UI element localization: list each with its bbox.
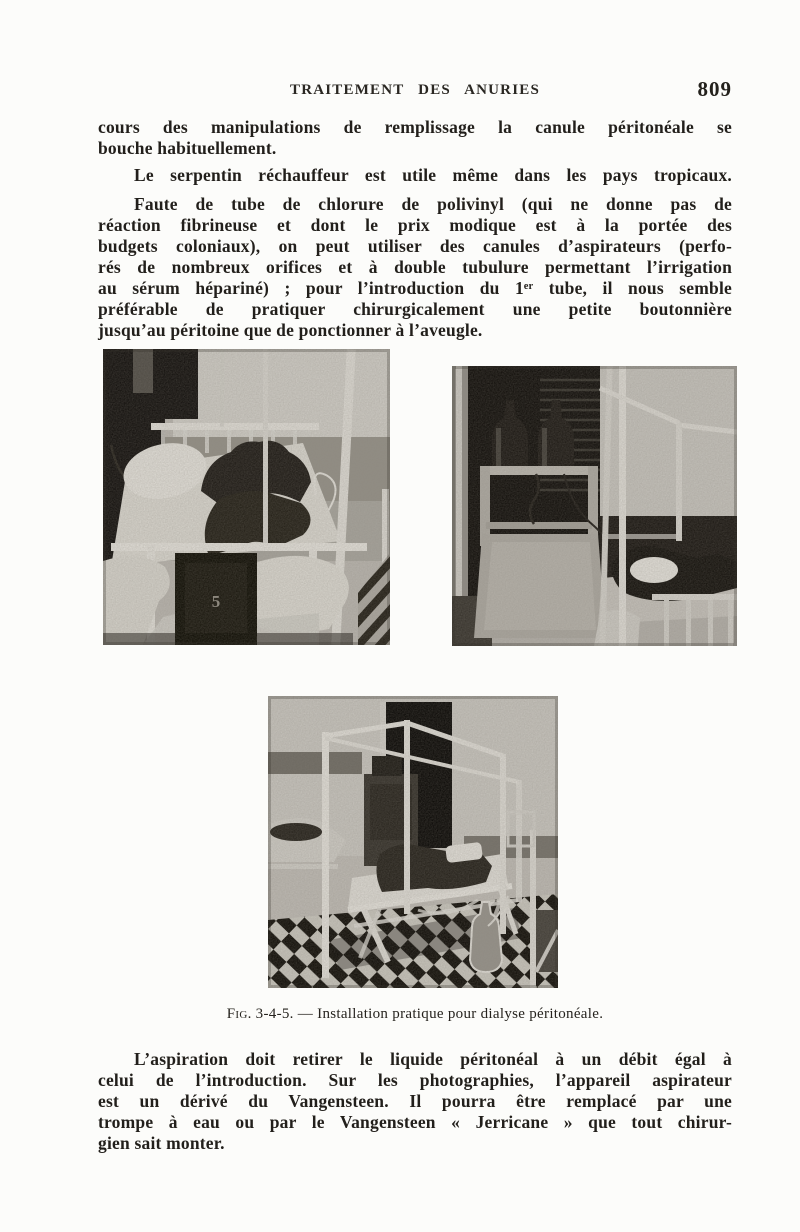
text-line: jusqu’au péritoine que de ponctionner à l’aveugle. [98,320,483,340]
photo-grain [268,696,558,988]
text-line: L’aspiration doit retirer le liquide péritonéal à un débit égal à [134,1049,732,1069]
text-line: Le serpentin réchauffeur est utile même dans les pays tropicaux. [134,165,732,185]
bed-number: 5 [211,592,221,611]
figure-photo-dialysis-bed [268,696,558,988]
figure-photo-patient-bed [103,349,390,645]
text-line: au sérum hépariné) ; pour l’introduction du 1ᵉʳ tube, il nous semble [98,278,732,298]
text-line: rés de nombreux orifices et à double tubulure permettant l’irrigation [98,257,732,277]
figure-photo-aspirator [452,366,737,646]
paragraph-faute-de-tube [98,194,732,341]
text-line: budgets coloniaux), on peut utiliser des canules d’aspirateurs (perfo- [98,236,732,256]
text-line: bouche habituellement. [98,138,277,158]
photo-grain [452,366,737,646]
figure-caption-label: Fig. 3-4-5. [226,1006,294,1022]
text-line: celui de l’introduction. Sur les photographies, l’appareil aspirateur [98,1070,732,1090]
page-number: 809 [697,77,732,101]
paragraph-serpentin [98,165,732,186]
running-head-title: TRAITEMENT DES ANURIES [289,82,540,98]
text-line: est un dérivé du Vangensteen. Il pourra être remplacé par une [98,1091,732,1111]
text-line: réaction fibrineuse et dont le prix modique est à la portée des [98,215,732,235]
text-line: préférable de pratiquer chirurgicalement une petite boutonnière [98,299,732,319]
text-line: Faute de tube de chlorure de polivinyl (qui ne donne pas de [134,194,732,214]
text-line: gien sait monter. [98,1133,225,1153]
paragraph-aspiration [98,1049,732,1154]
text-line: cours des manipulations de remplissage la canule péritonéale se [98,117,732,137]
text-line: trompe à eau ou par le Vangensteen « Jerricane » que tout chirur- [98,1112,732,1132]
paragraph-continuation [98,117,732,159]
running-head [98,77,732,106]
figure-caption [98,1006,732,1023]
figure-caption-text: — Installation pratique pour dialyse péritonéale. [297,1006,604,1022]
photo-grain [103,349,390,645]
